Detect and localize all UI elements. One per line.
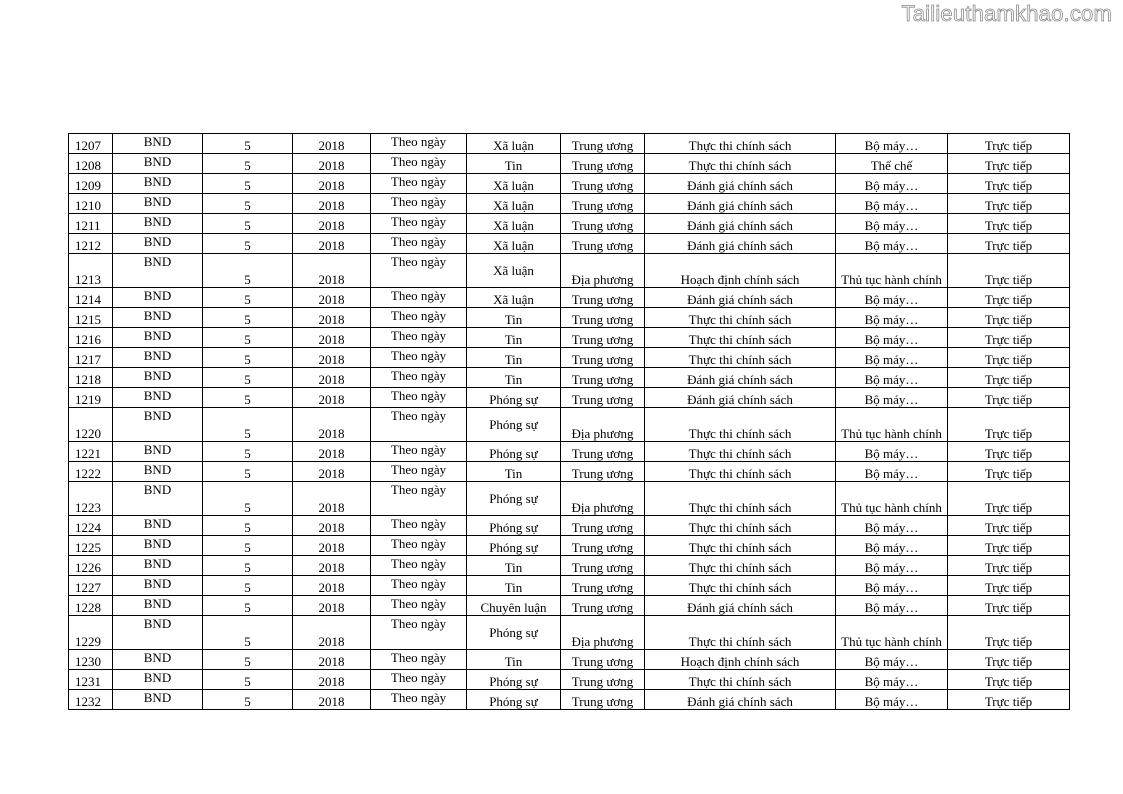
table-row bbox=[69, 650, 1070, 670]
cell-policy-stage: Thực thi chính sách bbox=[645, 482, 836, 516]
cell-frequency: Theo ngày bbox=[371, 254, 467, 288]
cell-policy-stage: Đánh giá chính sách bbox=[645, 596, 836, 616]
cell-genre: Phóng sự bbox=[467, 690, 561, 710]
cell-mode: Trực tiếp bbox=[948, 408, 1070, 442]
cell-policy-stage: Thực thi chính sách bbox=[645, 516, 836, 536]
cell-id: 1209 bbox=[69, 174, 113, 194]
cell-month: 5 bbox=[203, 154, 293, 174]
cell-code: BND bbox=[113, 328, 203, 348]
cell-mode: Trực tiếp bbox=[948, 462, 1070, 482]
cell-topic: Bộ máy… bbox=[836, 462, 948, 482]
cell-year: 2018 bbox=[293, 442, 371, 462]
cell-frequency: Theo ngày bbox=[371, 154, 467, 174]
cell-code: BND bbox=[113, 482, 203, 516]
cell-level: Trung ương bbox=[561, 650, 645, 670]
cell-policy-stage: Đánh giá chính sách bbox=[645, 368, 836, 388]
table-row bbox=[69, 214, 1070, 234]
cell-id: 1232 bbox=[69, 690, 113, 710]
cell-year: 2018 bbox=[293, 462, 371, 482]
cell-code: BND bbox=[113, 616, 203, 650]
table-row bbox=[69, 482, 1070, 516]
cell-topic: Bộ máy… bbox=[836, 328, 948, 348]
cell-genre: Phóng sự bbox=[467, 616, 561, 650]
cell-topic: Bộ máy… bbox=[836, 288, 948, 308]
cell-code: BND bbox=[113, 194, 203, 214]
cell-topic: Bộ máy… bbox=[836, 134, 948, 154]
cell-id: 1218 bbox=[69, 368, 113, 388]
cell-genre: Phóng sự bbox=[467, 516, 561, 536]
cell-genre: Phóng sự bbox=[467, 408, 561, 442]
cell-frequency: Theo ngày bbox=[371, 368, 467, 388]
cell-year: 2018 bbox=[293, 556, 371, 576]
cell-year: 2018 bbox=[293, 328, 371, 348]
cell-topic: Bộ máy… bbox=[836, 194, 948, 214]
table-row bbox=[69, 442, 1070, 462]
cell-year: 2018 bbox=[293, 288, 371, 308]
cell-year: 2018 bbox=[293, 154, 371, 174]
table-row bbox=[69, 348, 1070, 368]
cell-year: 2018 bbox=[293, 134, 371, 154]
cell-frequency: Theo ngày bbox=[371, 214, 467, 234]
cell-topic: Bộ máy… bbox=[836, 214, 948, 234]
cell-mode: Trực tiếp bbox=[948, 134, 1070, 154]
table-row bbox=[69, 576, 1070, 596]
cell-genre: Phóng sự bbox=[467, 482, 561, 516]
table-row bbox=[69, 556, 1070, 576]
cell-topic: Bộ máy… bbox=[836, 670, 948, 690]
cell-month: 5 bbox=[203, 516, 293, 536]
table-row bbox=[69, 154, 1070, 174]
cell-level: Trung ương bbox=[561, 174, 645, 194]
cell-policy-stage: Đánh giá chính sách bbox=[645, 194, 836, 214]
cell-month: 5 bbox=[203, 690, 293, 710]
cell-code: BND bbox=[113, 388, 203, 408]
cell-policy-stage: Đánh giá chính sách bbox=[645, 690, 836, 710]
cell-year: 2018 bbox=[293, 516, 371, 536]
cell-code: BND bbox=[113, 576, 203, 596]
cell-code: BND bbox=[113, 234, 203, 254]
cell-code: BND bbox=[113, 174, 203, 194]
cell-level: Địa phương bbox=[561, 616, 645, 650]
cell-level: Trung ương bbox=[561, 308, 645, 328]
table-row bbox=[69, 368, 1070, 388]
cell-month: 5 bbox=[203, 234, 293, 254]
cell-id: 1230 bbox=[69, 650, 113, 670]
cell-year: 2018 bbox=[293, 234, 371, 254]
cell-topic: Thủ tục hành chính bbox=[836, 482, 948, 516]
cell-genre: Phóng sự bbox=[467, 442, 561, 462]
cell-policy-stage: Đánh giá chính sách bbox=[645, 214, 836, 234]
cell-level: Trung ương bbox=[561, 462, 645, 482]
cell-month: 5 bbox=[203, 462, 293, 482]
table-row bbox=[69, 288, 1070, 308]
cell-level: Trung ương bbox=[561, 516, 645, 536]
cell-topic: Bộ máy… bbox=[836, 516, 948, 536]
cell-level: Trung ương bbox=[561, 368, 645, 388]
table-body bbox=[69, 134, 1070, 710]
cell-mode: Trực tiếp bbox=[948, 254, 1070, 288]
cell-mode: Trực tiếp bbox=[948, 234, 1070, 254]
table-row bbox=[69, 254, 1070, 288]
watermark: Tailieuthamkhao.com bbox=[901, 1, 1112, 26]
cell-mode: Trực tiếp bbox=[948, 690, 1070, 710]
cell-level: Trung ương bbox=[561, 134, 645, 154]
cell-genre: Tin bbox=[467, 462, 561, 482]
cell-code: BND bbox=[113, 134, 203, 154]
cell-topic: Thủ tục hành chính bbox=[836, 408, 948, 442]
cell-frequency: Theo ngày bbox=[371, 616, 467, 650]
cell-id: 1224 bbox=[69, 516, 113, 536]
cell-frequency: Theo ngày bbox=[371, 482, 467, 516]
data-table bbox=[68, 133, 1070, 710]
cell-genre: Phóng sự bbox=[467, 388, 561, 408]
cell-id: 1221 bbox=[69, 442, 113, 462]
cell-code: BND bbox=[113, 516, 203, 536]
cell-genre: Xã luận bbox=[467, 234, 561, 254]
cell-level: Trung ương bbox=[561, 536, 645, 556]
cell-year: 2018 bbox=[293, 194, 371, 214]
cell-level: Trung ương bbox=[561, 348, 645, 368]
cell-year: 2018 bbox=[293, 536, 371, 556]
cell-month: 5 bbox=[203, 368, 293, 388]
cell-mode: Trực tiếp bbox=[948, 388, 1070, 408]
cell-frequency: Theo ngày bbox=[371, 670, 467, 690]
cell-frequency: Theo ngày bbox=[371, 234, 467, 254]
cell-topic: Bộ máy… bbox=[836, 650, 948, 670]
cell-topic: Bộ máy… bbox=[836, 690, 948, 710]
cell-month: 5 bbox=[203, 670, 293, 690]
cell-code: BND bbox=[113, 650, 203, 670]
cell-year: 2018 bbox=[293, 670, 371, 690]
cell-month: 5 bbox=[203, 556, 293, 576]
cell-year: 2018 bbox=[293, 254, 371, 288]
cell-mode: Trực tiếp bbox=[948, 556, 1070, 576]
cell-topic: Bộ máy… bbox=[836, 442, 948, 462]
cell-month: 5 bbox=[203, 288, 293, 308]
cell-year: 2018 bbox=[293, 690, 371, 710]
cell-id: 1219 bbox=[69, 388, 113, 408]
table-row bbox=[69, 408, 1070, 442]
cell-mode: Trực tiếp bbox=[948, 442, 1070, 462]
table-row bbox=[69, 308, 1070, 328]
table-row bbox=[69, 596, 1070, 616]
cell-policy-stage: Thực thi chính sách bbox=[645, 328, 836, 348]
cell-level: Trung ương bbox=[561, 596, 645, 616]
cell-code: BND bbox=[113, 670, 203, 690]
cell-topic: Thể chế bbox=[836, 154, 948, 174]
cell-topic: Bộ máy… bbox=[836, 536, 948, 556]
cell-month: 5 bbox=[203, 194, 293, 214]
cell-genre: Xã luận bbox=[467, 174, 561, 194]
cell-code: BND bbox=[113, 408, 203, 442]
cell-frequency: Theo ngày bbox=[371, 596, 467, 616]
cell-id: 1226 bbox=[69, 556, 113, 576]
cell-year: 2018 bbox=[293, 576, 371, 596]
cell-code: BND bbox=[113, 154, 203, 174]
table-row bbox=[69, 194, 1070, 214]
cell-id: 1225 bbox=[69, 536, 113, 556]
cell-id: 1227 bbox=[69, 576, 113, 596]
cell-code: BND bbox=[113, 556, 203, 576]
cell-frequency: Theo ngày bbox=[371, 308, 467, 328]
cell-policy-stage: Thực thi chính sách bbox=[645, 134, 836, 154]
cell-mode: Trực tiếp bbox=[948, 650, 1070, 670]
cell-year: 2018 bbox=[293, 616, 371, 650]
cell-topic: Bộ máy… bbox=[836, 596, 948, 616]
cell-genre: Chuyên luận bbox=[467, 596, 561, 616]
cell-genre: Tin bbox=[467, 308, 561, 328]
cell-mode: Trực tiếp bbox=[948, 482, 1070, 516]
cell-year: 2018 bbox=[293, 650, 371, 670]
cell-month: 5 bbox=[203, 482, 293, 516]
cell-policy-stage: Đánh giá chính sách bbox=[645, 288, 836, 308]
cell-policy-stage: Thực thi chính sách bbox=[645, 536, 836, 556]
cell-level: Trung ương bbox=[561, 556, 645, 576]
cell-code: BND bbox=[113, 254, 203, 288]
cell-frequency: Theo ngày bbox=[371, 134, 467, 154]
cell-code: BND bbox=[113, 690, 203, 710]
cell-id: 1215 bbox=[69, 308, 113, 328]
cell-mode: Trực tiếp bbox=[948, 214, 1070, 234]
cell-frequency: Theo ngày bbox=[371, 462, 467, 482]
table-row bbox=[69, 134, 1070, 154]
cell-policy-stage: Đánh giá chính sách bbox=[645, 234, 836, 254]
table-row bbox=[69, 670, 1070, 690]
cell-month: 5 bbox=[203, 174, 293, 194]
cell-topic: Thủ tục hành chính bbox=[836, 254, 948, 288]
cell-id: 1211 bbox=[69, 214, 113, 234]
cell-month: 5 bbox=[203, 408, 293, 442]
cell-topic: Bộ máy… bbox=[836, 368, 948, 388]
table-row bbox=[69, 516, 1070, 536]
cell-year: 2018 bbox=[293, 482, 371, 516]
cell-code: BND bbox=[113, 368, 203, 388]
cell-id: 1228 bbox=[69, 596, 113, 616]
cell-id: 1217 bbox=[69, 348, 113, 368]
cell-frequency: Theo ngày bbox=[371, 576, 467, 596]
cell-level: Trung ương bbox=[561, 328, 645, 348]
cell-topic: Bộ máy… bbox=[836, 234, 948, 254]
cell-genre: Tin bbox=[467, 368, 561, 388]
cell-month: 5 bbox=[203, 134, 293, 154]
table-row bbox=[69, 616, 1070, 650]
cell-month: 5 bbox=[203, 348, 293, 368]
cell-mode: Trực tiếp bbox=[948, 154, 1070, 174]
cell-genre: Tin bbox=[467, 154, 561, 174]
table-row bbox=[69, 174, 1070, 194]
cell-level: Trung ương bbox=[561, 194, 645, 214]
cell-id: 1208 bbox=[69, 154, 113, 174]
cell-month: 5 bbox=[203, 650, 293, 670]
cell-frequency: Theo ngày bbox=[371, 650, 467, 670]
cell-genre: Phóng sự bbox=[467, 536, 561, 556]
cell-policy-stage: Thực thi chính sách bbox=[645, 308, 836, 328]
cell-id: 1207 bbox=[69, 134, 113, 154]
cell-year: 2018 bbox=[293, 408, 371, 442]
cell-policy-stage: Đánh giá chính sách bbox=[645, 388, 836, 408]
cell-policy-stage: Thực thi chính sách bbox=[645, 576, 836, 596]
table-row bbox=[69, 536, 1070, 556]
table-row bbox=[69, 690, 1070, 710]
cell-code: BND bbox=[113, 462, 203, 482]
cell-month: 5 bbox=[203, 596, 293, 616]
cell-mode: Trực tiếp bbox=[948, 576, 1070, 596]
cell-topic: Bộ máy… bbox=[836, 556, 948, 576]
cell-topic: Bộ máy… bbox=[836, 174, 948, 194]
cell-genre: Tin bbox=[467, 328, 561, 348]
cell-mode: Trực tiếp bbox=[948, 516, 1070, 536]
cell-policy-stage: Thực thi chính sách bbox=[645, 348, 836, 368]
cell-genre: Xã luận bbox=[467, 214, 561, 234]
cell-policy-stage: Đánh giá chính sách bbox=[645, 174, 836, 194]
cell-year: 2018 bbox=[293, 388, 371, 408]
cell-id: 1212 bbox=[69, 234, 113, 254]
cell-policy-stage: Hoạch định chính sách bbox=[645, 650, 836, 670]
cell-genre: Phóng sự bbox=[467, 670, 561, 690]
cell-genre: Xã luận bbox=[467, 134, 561, 154]
cell-mode: Trực tiếp bbox=[948, 174, 1070, 194]
cell-code: BND bbox=[113, 308, 203, 328]
cell-month: 5 bbox=[203, 388, 293, 408]
cell-genre: Tin bbox=[467, 556, 561, 576]
cell-policy-stage: Thực thi chính sách bbox=[645, 462, 836, 482]
cell-level: Trung ương bbox=[561, 388, 645, 408]
cell-id: 1222 bbox=[69, 462, 113, 482]
cell-id: 1229 bbox=[69, 616, 113, 650]
cell-frequency: Theo ngày bbox=[371, 516, 467, 536]
cell-code: BND bbox=[113, 596, 203, 616]
cell-year: 2018 bbox=[293, 368, 371, 388]
cell-mode: Trực tiếp bbox=[948, 348, 1070, 368]
cell-frequency: Theo ngày bbox=[371, 388, 467, 408]
cell-id: 1220 bbox=[69, 408, 113, 442]
cell-month: 5 bbox=[203, 214, 293, 234]
cell-genre: Xã luận bbox=[467, 288, 561, 308]
cell-year: 2018 bbox=[293, 174, 371, 194]
cell-month: 5 bbox=[203, 616, 293, 650]
table-row bbox=[69, 328, 1070, 348]
cell-level: Địa phương bbox=[561, 254, 645, 288]
cell-mode: Trực tiếp bbox=[948, 288, 1070, 308]
cell-month: 5 bbox=[203, 576, 293, 596]
cell-mode: Trực tiếp bbox=[948, 368, 1070, 388]
cell-topic: Thủ tục hành chính bbox=[836, 616, 948, 650]
cell-level: Trung ương bbox=[561, 288, 645, 308]
cell-genre: Tin bbox=[467, 650, 561, 670]
cell-frequency: Theo ngày bbox=[371, 536, 467, 556]
cell-level: Trung ương bbox=[561, 576, 645, 596]
cell-mode: Trực tiếp bbox=[948, 194, 1070, 214]
cell-genre: Tin bbox=[467, 576, 561, 596]
cell-code: BND bbox=[113, 536, 203, 556]
cell-id: 1213 bbox=[69, 254, 113, 288]
table-row bbox=[69, 234, 1070, 254]
cell-genre: Xã luận bbox=[467, 194, 561, 214]
cell-policy-stage: Hoạch định chính sách bbox=[645, 254, 836, 288]
cell-frequency: Theo ngày bbox=[371, 408, 467, 442]
cell-level: Địa phương bbox=[561, 482, 645, 516]
cell-mode: Trực tiếp bbox=[948, 328, 1070, 348]
cell-level: Địa phương bbox=[561, 408, 645, 442]
cell-month: 5 bbox=[203, 328, 293, 348]
cell-frequency: Theo ngày bbox=[371, 174, 467, 194]
cell-mode: Trực tiếp bbox=[948, 616, 1070, 650]
cell-frequency: Theo ngày bbox=[371, 690, 467, 710]
cell-level: Trung ương bbox=[561, 690, 645, 710]
cell-mode: Trực tiếp bbox=[948, 670, 1070, 690]
cell-month: 5 bbox=[203, 536, 293, 556]
cell-level: Trung ương bbox=[561, 670, 645, 690]
cell-frequency: Theo ngày bbox=[371, 442, 467, 462]
cell-topic: Bộ máy… bbox=[836, 388, 948, 408]
cell-month: 5 bbox=[203, 308, 293, 328]
cell-year: 2018 bbox=[293, 308, 371, 328]
cell-frequency: Theo ngày bbox=[371, 288, 467, 308]
cell-id: 1231 bbox=[69, 670, 113, 690]
cell-frequency: Theo ngày bbox=[371, 194, 467, 214]
cell-policy-stage: Thực thi chính sách bbox=[645, 616, 836, 650]
cell-month: 5 bbox=[203, 442, 293, 462]
cell-frequency: Theo ngày bbox=[371, 328, 467, 348]
table-row bbox=[69, 388, 1070, 408]
cell-frequency: Theo ngày bbox=[371, 556, 467, 576]
cell-code: BND bbox=[113, 288, 203, 308]
cell-id: 1214 bbox=[69, 288, 113, 308]
cell-policy-stage: Thực thi chính sách bbox=[645, 670, 836, 690]
cell-id: 1216 bbox=[69, 328, 113, 348]
cell-policy-stage: Thực thi chính sách bbox=[645, 556, 836, 576]
cell-mode: Trực tiếp bbox=[948, 536, 1070, 556]
cell-level: Trung ương bbox=[561, 234, 645, 254]
cell-code: BND bbox=[113, 348, 203, 368]
cell-topic: Bộ máy… bbox=[836, 576, 948, 596]
cell-mode: Trực tiếp bbox=[948, 308, 1070, 328]
cell-level: Trung ương bbox=[561, 214, 645, 234]
cell-mode: Trực tiếp bbox=[948, 596, 1070, 616]
cell-topic: Bộ máy… bbox=[836, 348, 948, 368]
cell-level: Trung ương bbox=[561, 154, 645, 174]
cell-id: 1210 bbox=[69, 194, 113, 214]
table-row bbox=[69, 462, 1070, 482]
cell-policy-stage: Thực thi chính sách bbox=[645, 408, 836, 442]
cell-code: BND bbox=[113, 442, 203, 462]
cell-genre: Tin bbox=[467, 348, 561, 368]
cell-id: 1223 bbox=[69, 482, 113, 516]
cell-genre: Xã luận bbox=[467, 254, 561, 288]
cell-month: 5 bbox=[203, 254, 293, 288]
cell-year: 2018 bbox=[293, 596, 371, 616]
cell-level: Trung ương bbox=[561, 442, 645, 462]
cell-topic: Bộ máy… bbox=[836, 308, 948, 328]
cell-frequency: Theo ngày bbox=[371, 348, 467, 368]
cell-policy-stage: Thực thi chính sách bbox=[645, 154, 836, 174]
cell-policy-stage: Thực thi chính sách bbox=[645, 442, 836, 462]
cell-year: 2018 bbox=[293, 214, 371, 234]
cell-code: BND bbox=[113, 214, 203, 234]
cell-year: 2018 bbox=[293, 348, 371, 368]
